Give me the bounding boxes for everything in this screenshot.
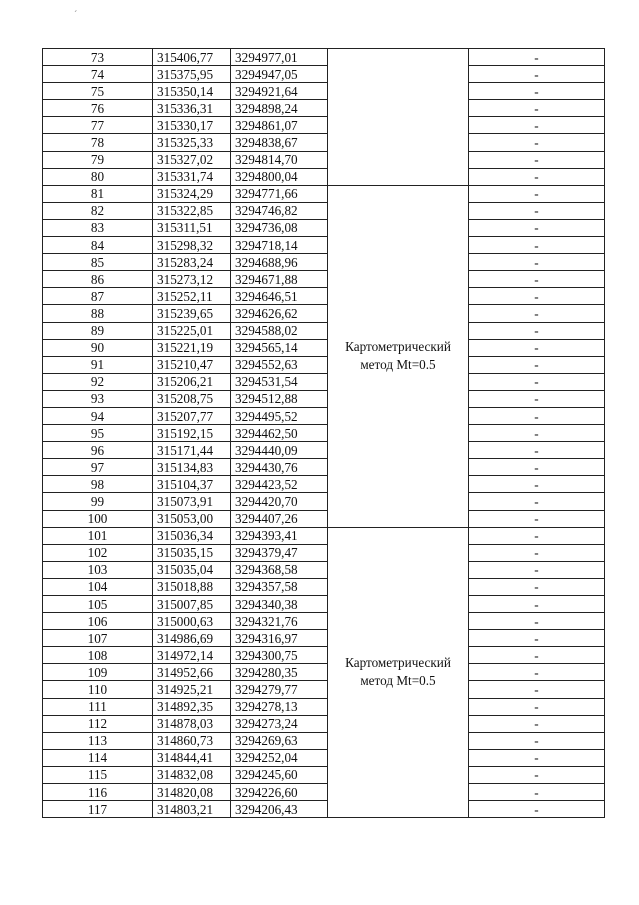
point-number-cell: 106 — [43, 613, 153, 630]
point-number-cell: 80 — [43, 168, 153, 185]
x-coordinate-cell: 315192,15 — [153, 425, 231, 442]
note-cell: - — [469, 613, 605, 630]
note-cell: - — [469, 271, 605, 288]
point-number-cell: 85 — [43, 254, 153, 271]
table-row — [43, 561, 605, 578]
point-number-cell: 99 — [43, 493, 153, 510]
note-cell: - — [469, 664, 605, 681]
x-coordinate-cell: 315350,14 — [153, 83, 231, 100]
table-row — [43, 134, 605, 151]
y-coordinate-cell: 3294357,58 — [231, 578, 328, 595]
y-coordinate-cell: 3294565,14 — [231, 339, 328, 356]
table-row — [43, 202, 605, 219]
table-row — [43, 476, 605, 493]
point-number-cell: 74 — [43, 66, 153, 83]
x-coordinate-cell: 315283,24 — [153, 254, 231, 271]
note-cell: - — [469, 185, 605, 202]
y-coordinate-cell: 3294368,58 — [231, 561, 328, 578]
x-coordinate-cell: 315018,88 — [153, 578, 231, 595]
y-coordinate-cell: 3294206,43 — [231, 801, 328, 818]
point-number-cell: 95 — [43, 425, 153, 442]
y-coordinate-cell: 3294800,04 — [231, 168, 328, 185]
table-row — [43, 749, 605, 766]
y-coordinate-cell: 3294746,82 — [231, 202, 328, 219]
note-cell: - — [469, 715, 605, 732]
table-row — [43, 151, 605, 168]
x-coordinate-cell: 315210,47 — [153, 356, 231, 373]
point-number-cell: 84 — [43, 237, 153, 254]
table-row — [43, 647, 605, 664]
y-coordinate-cell: 3294626,62 — [231, 305, 328, 322]
y-coordinate-cell: 3294947,05 — [231, 66, 328, 83]
point-number-cell: 83 — [43, 219, 153, 236]
table-row — [43, 596, 605, 613]
x-coordinate-cell: 314952,66 — [153, 664, 231, 681]
note-cell: - — [469, 66, 605, 83]
note-cell: - — [469, 117, 605, 134]
note-cell: - — [469, 356, 605, 373]
y-coordinate-cell: 3294300,75 — [231, 647, 328, 664]
table-row — [43, 442, 605, 459]
table-row — [43, 425, 605, 442]
x-coordinate-cell: 315036,34 — [153, 527, 231, 544]
y-coordinate-cell: 3294495,52 — [231, 407, 328, 424]
x-coordinate-cell: 315336,31 — [153, 100, 231, 117]
x-coordinate-cell: 315104,37 — [153, 476, 231, 493]
note-cell: - — [469, 647, 605, 664]
x-coordinate-cell: 315035,15 — [153, 544, 231, 561]
note-cell: - — [469, 390, 605, 407]
x-coordinate-cell: 314986,69 — [153, 630, 231, 647]
table-row — [43, 715, 605, 732]
y-coordinate-cell: 3294316,97 — [231, 630, 328, 647]
x-coordinate-cell: 315252,11 — [153, 288, 231, 305]
note-cell: - — [469, 322, 605, 339]
point-number-cell: 97 — [43, 459, 153, 476]
table-row — [43, 544, 605, 561]
point-number-cell: 77 — [43, 117, 153, 134]
y-coordinate-cell: 3294423,52 — [231, 476, 328, 493]
table-row — [43, 237, 605, 254]
table-row — [43, 288, 605, 305]
point-number-cell: 102 — [43, 544, 153, 561]
note-cell: - — [469, 681, 605, 698]
table-row — [43, 271, 605, 288]
x-coordinate-cell: 315375,95 — [153, 66, 231, 83]
y-coordinate-cell: 3294430,76 — [231, 459, 328, 476]
x-coordinate-cell: 315134,83 — [153, 459, 231, 476]
table-row — [43, 322, 605, 339]
y-coordinate-cell: 3294588,02 — [231, 322, 328, 339]
x-coordinate-cell: 314925,21 — [153, 681, 231, 698]
note-cell: - — [469, 596, 605, 613]
point-number-cell: 115 — [43, 766, 153, 783]
y-coordinate-cell: 3294462,50 — [231, 425, 328, 442]
point-number-cell: 112 — [43, 715, 153, 732]
x-coordinate-cell: 315225,01 — [153, 322, 231, 339]
point-number-cell: 89 — [43, 322, 153, 339]
x-coordinate-cell: 314860,73 — [153, 732, 231, 749]
y-coordinate-cell: 3294861,07 — [231, 117, 328, 134]
table-row — [43, 305, 605, 322]
method-cell — [328, 49, 469, 186]
y-coordinate-cell: 3294379,47 — [231, 544, 328, 561]
note-cell: - — [469, 749, 605, 766]
point-number-cell: 116 — [43, 784, 153, 801]
x-coordinate-cell: 315311,51 — [153, 219, 231, 236]
point-number-cell: 109 — [43, 664, 153, 681]
point-number-cell: 79 — [43, 151, 153, 168]
note-cell: - — [469, 766, 605, 783]
note-cell: - — [469, 801, 605, 818]
note-cell: - — [469, 134, 605, 151]
point-number-cell: 93 — [43, 390, 153, 407]
x-coordinate-cell: 314972,14 — [153, 647, 231, 664]
x-coordinate-cell: 315073,91 — [153, 493, 231, 510]
y-coordinate-cell: 3294512,88 — [231, 390, 328, 407]
y-coordinate-cell: 3294646,51 — [231, 288, 328, 305]
coordinates-table — [42, 48, 605, 818]
point-number-cell: 98 — [43, 476, 153, 493]
point-number-cell: 91 — [43, 356, 153, 373]
note-cell: - — [469, 168, 605, 185]
coordinates-table-body — [43, 49, 605, 818]
x-coordinate-cell: 314803,21 — [153, 801, 231, 818]
note-cell: - — [469, 49, 605, 66]
table-row — [43, 185, 605, 202]
point-number-cell: 75 — [43, 83, 153, 100]
x-coordinate-cell: 314844,41 — [153, 749, 231, 766]
y-coordinate-cell: 3294771,66 — [231, 185, 328, 202]
x-coordinate-cell: 315325,33 — [153, 134, 231, 151]
x-coordinate-cell: 315330,17 — [153, 117, 231, 134]
table-row — [43, 801, 605, 818]
y-coordinate-cell: 3294688,96 — [231, 254, 328, 271]
table-row — [43, 664, 605, 681]
point-number-cell: 110 — [43, 681, 153, 698]
note-cell: - — [469, 476, 605, 493]
point-number-cell: 94 — [43, 407, 153, 424]
x-coordinate-cell: 314878,03 — [153, 715, 231, 732]
table-row — [43, 117, 605, 134]
table-row — [43, 766, 605, 783]
note-cell: - — [469, 339, 605, 356]
table-row — [43, 527, 605, 544]
x-coordinate-cell: 315000,63 — [153, 613, 231, 630]
x-coordinate-cell: 315035,04 — [153, 561, 231, 578]
y-coordinate-cell: 3294814,70 — [231, 151, 328, 168]
note-cell: - — [469, 493, 605, 510]
y-coordinate-cell: 3294269,63 — [231, 732, 328, 749]
x-coordinate-cell: 315273,12 — [153, 271, 231, 288]
x-coordinate-cell: 314820,08 — [153, 784, 231, 801]
y-coordinate-cell: 3294279,77 — [231, 681, 328, 698]
note-cell: - — [469, 527, 605, 544]
y-coordinate-cell: 3294736,08 — [231, 219, 328, 236]
note-cell: - — [469, 425, 605, 442]
note-cell: - — [469, 373, 605, 390]
point-number-cell: 105 — [43, 596, 153, 613]
table-row — [43, 784, 605, 801]
x-coordinate-cell: 315053,00 — [153, 510, 231, 527]
y-coordinate-cell: 3294226,60 — [231, 784, 328, 801]
y-coordinate-cell: 3294977,01 — [231, 49, 328, 66]
note-cell: - — [469, 510, 605, 527]
point-number-cell: 107 — [43, 630, 153, 647]
point-number-cell: 101 — [43, 527, 153, 544]
point-number-cell: 76 — [43, 100, 153, 117]
x-coordinate-cell: 315239,65 — [153, 305, 231, 322]
x-coordinate-cell: 315208,75 — [153, 390, 231, 407]
point-number-cell: 81 — [43, 185, 153, 202]
point-number-cell: 88 — [43, 305, 153, 322]
x-coordinate-cell: 315007,85 — [153, 596, 231, 613]
table-row — [43, 493, 605, 510]
y-coordinate-cell: 3294321,76 — [231, 613, 328, 630]
method-cell: Картометрический метод Mt=0.5 — [328, 185, 469, 527]
table-row — [43, 510, 605, 527]
note-cell: - — [469, 202, 605, 219]
note-cell: - — [469, 219, 605, 236]
x-coordinate-cell: 314832,08 — [153, 766, 231, 783]
note-cell: - — [469, 630, 605, 647]
table-row — [43, 732, 605, 749]
note-cell: - — [469, 151, 605, 168]
y-coordinate-cell: 3294531,54 — [231, 373, 328, 390]
note-cell: - — [469, 544, 605, 561]
table-row — [43, 168, 605, 185]
x-coordinate-cell: 315322,85 — [153, 202, 231, 219]
x-coordinate-cell: 315207,77 — [153, 407, 231, 424]
note-cell: - — [469, 442, 605, 459]
y-coordinate-cell: 3294671,88 — [231, 271, 328, 288]
y-coordinate-cell: 3294407,26 — [231, 510, 328, 527]
y-coordinate-cell: 3294420,70 — [231, 493, 328, 510]
y-coordinate-cell: 3294921,64 — [231, 83, 328, 100]
point-number-cell: 108 — [43, 647, 153, 664]
y-coordinate-cell: 3294273,24 — [231, 715, 328, 732]
table-row — [43, 339, 605, 356]
note-cell: - — [469, 305, 605, 322]
point-number-cell: 86 — [43, 271, 153, 288]
note-cell: - — [469, 237, 605, 254]
x-coordinate-cell: 315298,32 — [153, 237, 231, 254]
note-cell: - — [469, 407, 605, 424]
y-coordinate-cell: 3294718,14 — [231, 237, 328, 254]
point-number-cell: 73 — [43, 49, 153, 66]
table-row — [43, 100, 605, 117]
table-row — [43, 407, 605, 424]
table-row — [43, 373, 605, 390]
table-row — [43, 681, 605, 698]
table-row — [43, 698, 605, 715]
y-coordinate-cell: 3294552,63 — [231, 356, 328, 373]
table-row — [43, 630, 605, 647]
note-cell: - — [469, 254, 605, 271]
table-row — [43, 613, 605, 630]
x-coordinate-cell: 315406,77 — [153, 49, 231, 66]
x-coordinate-cell: 315171,44 — [153, 442, 231, 459]
table-row — [43, 49, 605, 66]
table-row — [43, 66, 605, 83]
y-coordinate-cell: 3294340,38 — [231, 596, 328, 613]
table-row — [43, 83, 605, 100]
x-coordinate-cell: 315206,21 — [153, 373, 231, 390]
table-row — [43, 219, 605, 236]
point-number-cell: 104 — [43, 578, 153, 595]
table-row — [43, 459, 605, 476]
x-coordinate-cell: 315327,02 — [153, 151, 231, 168]
point-number-cell: 111 — [43, 698, 153, 715]
point-number-cell: 100 — [43, 510, 153, 527]
table-row — [43, 578, 605, 595]
y-coordinate-cell: 3294898,24 — [231, 100, 328, 117]
y-coordinate-cell: 3294245,60 — [231, 766, 328, 783]
table-row — [43, 356, 605, 373]
point-number-cell: 114 — [43, 749, 153, 766]
x-coordinate-cell: 315331,74 — [153, 168, 231, 185]
table-row — [43, 390, 605, 407]
x-coordinate-cell: 315221,19 — [153, 339, 231, 356]
y-coordinate-cell: 3294838,67 — [231, 134, 328, 151]
y-coordinate-cell: 3294393,41 — [231, 527, 328, 544]
table-row — [43, 254, 605, 271]
note-cell: - — [469, 732, 605, 749]
point-number-cell: 82 — [43, 202, 153, 219]
point-number-cell: 117 — [43, 801, 153, 818]
note-cell: - — [469, 459, 605, 476]
note-cell: - — [469, 578, 605, 595]
y-coordinate-cell: 3294252,04 — [231, 749, 328, 766]
note-cell: - — [469, 100, 605, 117]
y-coordinate-cell: 3294278,13 — [231, 698, 328, 715]
point-number-cell: 96 — [43, 442, 153, 459]
note-cell: - — [469, 698, 605, 715]
x-coordinate-cell: 315324,29 — [153, 185, 231, 202]
note-cell: - — [469, 784, 605, 801]
note-cell: - — [469, 561, 605, 578]
method-cell: Картометрический метод Mt=0.5 — [328, 527, 469, 818]
point-number-cell: 90 — [43, 339, 153, 356]
point-number-cell: 87 — [43, 288, 153, 305]
note-cell: - — [469, 288, 605, 305]
note-cell: - — [469, 83, 605, 100]
point-number-cell: 103 — [43, 561, 153, 578]
point-number-cell: 113 — [43, 732, 153, 749]
page-mark: ˊ — [74, 10, 78, 21]
point-number-cell: 78 — [43, 134, 153, 151]
y-coordinate-cell: 3294280,35 — [231, 664, 328, 681]
y-coordinate-cell: 3294440,09 — [231, 442, 328, 459]
x-coordinate-cell: 314892,35 — [153, 698, 231, 715]
point-number-cell: 92 — [43, 373, 153, 390]
